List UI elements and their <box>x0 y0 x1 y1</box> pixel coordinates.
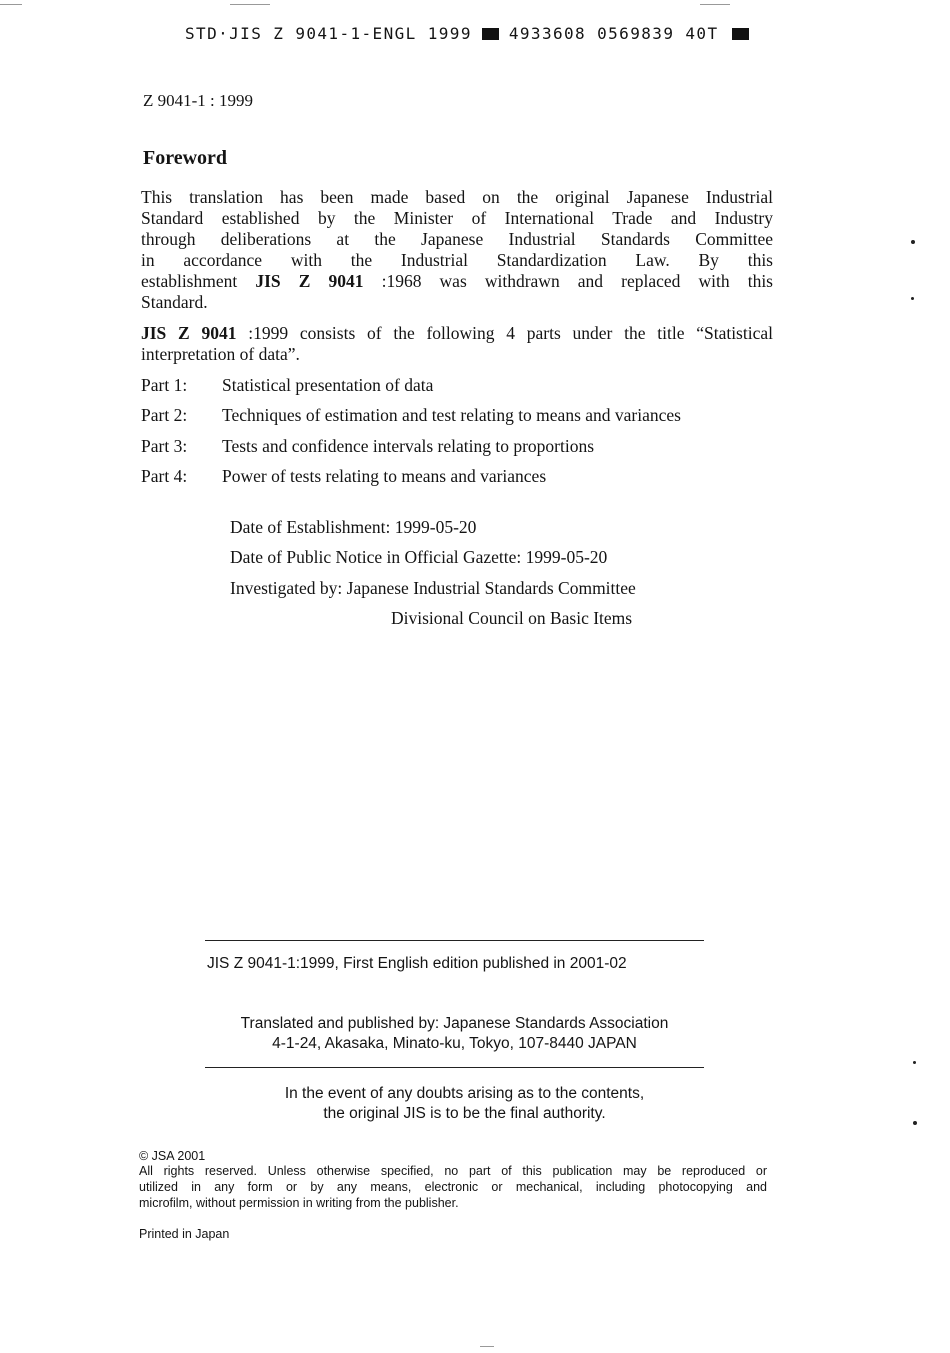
scan-header-left: STD·JIS Z 9041-1-ENGL 1999 <box>185 24 472 43</box>
paragraph-line <box>141 271 773 292</box>
printed-in: Printed in Japan <box>139 1227 230 1241</box>
edition-line: JIS Z 9041-1:1999, First English edition published in 2001-02 <box>207 955 627 972</box>
authority-line-2: the original JIS is to be the final authority. <box>323 1105 606 1122</box>
copyright-line: All rights reserved. Unless otherwise specified, no part of this publication may be reproduced or <box>139 1164 767 1178</box>
scan-speck <box>911 240 915 244</box>
foreword-paragraph-2 <box>141 323 773 365</box>
council-name: Divisional Council on Basic Items <box>391 608 633 628</box>
copyright-notice: © JSA 2001 <box>139 1149 206 1163</box>
paragraph-line: Standard. <box>141 292 208 312</box>
copyright-line: microfilm, without permission in writing from the publisher. <box>139 1196 459 1210</box>
paragraph-line <box>141 323 773 344</box>
scan-speck <box>700 4 730 5</box>
part-item <box>141 405 681 426</box>
scan-block-mark <box>732 28 749 40</box>
foreword-title: Foreword <box>143 147 228 169</box>
scan-block-mark <box>482 28 499 40</box>
scan-speck <box>913 1061 916 1064</box>
translated-by-line: Translated and published by: Japanese Standards Association <box>240 1015 669 1032</box>
scan-speck <box>913 1121 917 1125</box>
part-number: Part 3: <box>141 436 188 456</box>
address-line: 4-1-24, Akasaka, Minato-ku, Tokyo, 107-8440 JAPAN <box>272 1035 637 1052</box>
paragraph-line: interpretation of data”. <box>141 344 300 364</box>
scan-speck <box>911 297 914 300</box>
foreword-paragraph-1 <box>141 187 773 313</box>
copyright-line: utilized in any form or by any means, electronic or mechanical, including photocopying and <box>139 1180 767 1194</box>
public-notice-date: Date of Public Notice in Official Gazette: 1999-05-20 <box>230 547 608 567</box>
part-number: Part 1: <box>141 375 188 395</box>
part-title: Statistical presentation of data <box>222 375 434 395</box>
establishment-date: Date of Establishment: 1999-05-20 <box>230 517 477 537</box>
paragraph-line: in accordance with the Industrial Standardization Law. By this <box>141 250 773 270</box>
text-run: establishment <box>141 271 256 291</box>
standard-reference: JIS Z 9041 <box>255 271 364 291</box>
divider-rule <box>205 940 704 941</box>
scan-speck <box>0 4 22 5</box>
part-number: Part 4: <box>141 466 188 486</box>
paragraph-line: through deliberations at the Japanese Industrial Standards Committee <box>141 229 773 249</box>
scan-header-right: 4933608 0569839 40T <box>508 24 719 43</box>
paragraph-line: This translation has been made based on the original Japanese Industrial <box>141 187 773 207</box>
text-run: :1999 consists of the following 4 parts under the title “Statistical <box>236 323 773 343</box>
part-title: Tests and confidence intervals relating to proportions <box>222 436 595 456</box>
part-title: Power of tests relating to means and variances <box>222 466 547 486</box>
text-run: :1968 was withdrawn and replaced with this <box>363 271 773 291</box>
part-item <box>141 466 546 487</box>
part-item <box>141 436 594 457</box>
part-item <box>141 375 433 396</box>
standard-reference: JIS Z 9041 <box>141 323 237 343</box>
part-number: Part 2: <box>141 405 188 425</box>
copyright-text <box>139 1163 767 1211</box>
scan-speck <box>480 1346 494 1347</box>
scan-speck <box>230 4 270 5</box>
paragraph-line: Standard established by the Minister of International Trade and Industry <box>141 208 773 228</box>
part-title: Techniques of estimation and test relating to means and variances <box>222 405 681 425</box>
document-id: Z 9041-1 : 1999 <box>143 91 254 110</box>
scan-header <box>185 24 759 43</box>
investigated-by: Investigated by: Japanese Industrial Standards Committee <box>230 578 636 598</box>
divider-rule <box>205 1067 704 1068</box>
authority-line-1: In the event of any doubts arising as to the contents, <box>284 1085 645 1102</box>
